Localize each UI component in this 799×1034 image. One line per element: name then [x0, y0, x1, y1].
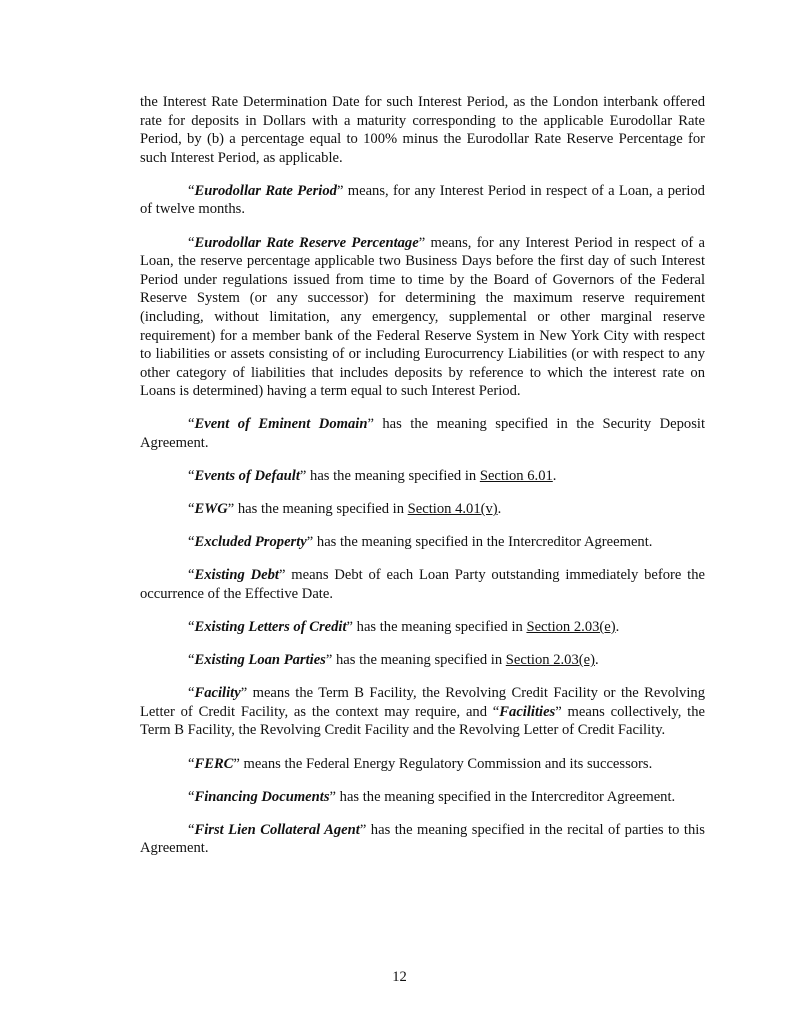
- definition-text: means Debt of each Loan Party outstanding immediately before the occurrence of the Effective Date.: [140, 567, 705, 602]
- continuation-paragraph: the Interest Rate Determination Date for such Interest Period, as the London interbank offered rate for deposits in Dollars with a maturity corresponding to the applicable Eurodollar Rate Period, by (b) a percentage equal to 100% minus the Eurodollar Rate Reserve Percentage for such Interest Period, as applicable.: [140, 94, 705, 166]
- definition-ewg: “EWG” has the meaning specified in Section 4.01(v).: [188, 501, 502, 518]
- definition-text: has the meaning specified in: [353, 619, 527, 636]
- definition-text-secondary: ” means collectively, the Term B Facility, the Revolving Credit Facility and the Revolving Letter of Credit Facility.: [140, 703, 705, 739]
- defined-term: Financing Documents: [194, 788, 330, 805]
- defined-term: First Lien Collateral Agent: [194, 821, 360, 838]
- section-reference-link[interactable]: Section 6.01: [479, 468, 553, 485]
- punctuation: .: [615, 619, 620, 636]
- definition-excluded-property: “Excluded Property” has the meaning specified in the Intercreditor Agreement.: [188, 534, 653, 551]
- defined-term-secondary: Facilities: [499, 703, 556, 720]
- definition-first-lien-collateral-agent: “First Lien Collateral Agent” has the meaning specified in the recital of parties to this Agreement.: [140, 821, 705, 857]
- defined-term: Eurodollar Rate Period: [194, 182, 337, 199]
- section-reference-link[interactable]: Section 2.03(e): [505, 652, 595, 669]
- definition-eurodollar-rate-period: “Eurodollar Rate Period” means, for any Interest Period in respect of a Loan, a period of twelve months.: [140, 182, 705, 218]
- defined-term: Facility: [194, 685, 241, 702]
- defined-term: Existing Debt: [194, 567, 279, 584]
- section-reference-link[interactable]: Section 4.01(v): [407, 501, 498, 518]
- definition-event-of-eminent-domain: “Event of Eminent Domain” has the meaning specified in the Security Deposit Agreement.: [140, 416, 705, 451]
- definition-financing-documents: “Financing Documents” has the meaning specified in the Intercreditor Agreement.: [188, 788, 676, 805]
- punctuation: .: [497, 501, 502, 518]
- definition-text: has the meaning specified in the Security Deposit Agreement.: [140, 416, 705, 451]
- definition-text: has the meaning specified in the recital of parties to this Agreement.: [140, 821, 705, 857]
- defined-term: FERC: [194, 755, 234, 772]
- definition-existing-debt: “Existing Debt” means Debt of each Loan Party outstanding immediately before the occurrence of the Effective Date.: [140, 567, 705, 602]
- definition-text: has the meaning specified in: [234, 501, 408, 518]
- definition-text: means, for any Interest Period in respect of a Loan, a period of twelve months.: [140, 182, 705, 218]
- definition-text: has the meaning specified in the Intercreditor Agreement.: [336, 788, 676, 805]
- defined-term: Excluded Property: [194, 534, 307, 551]
- definition-text: has the meaning specified in the Intercreditor Agreement.: [313, 534, 653, 551]
- definition-text: means the Term B Facility, the Revolving Credit Facility or the Revolving Letter of Credit Facility, as the context may require, and “: [140, 685, 705, 720]
- document-page: [140, 93, 705, 872]
- definition-text: has the meaning specified in: [332, 652, 506, 669]
- definition-eurodollar-rate-reserve-percentage: “Eurodollar Rate Reserve Percentage” means, for any Interest Period in respect of a Loan, the reserve percentage applicable two Business Days before the first day of such Interest Period under regulations issued from time to time by the Board of Governors of the Federal Reserve System (or any successor) for determining the maximum reserve requirement (including, without limitation, any emergency, supplemental or other marginal reserve requirement) for a member bank of the Federal Reserve System in New York City with respect to liabilities or assets consisting of or including Eurocurrency Liabilities (or with respect to any other category of liabilities that includes deposits by reference to which the interest rate on Loans is determined) having a term equal to such Interest Period.: [140, 234, 705, 400]
- definition-existing-loan-parties: “Existing Loan Parties” has the meaning specified in Section 2.03(e).: [188, 652, 599, 669]
- definition-facility: “Facility” means the Term B Facility, the Revolving Credit Facility or the Revolving Letter of Credit Facility, as the context may require, and “Facilities” means collectively, the Term B Facility, the Revolving Credit Facility and the Revolving Letter of Credit Facility.: [140, 685, 705, 739]
- definition-text: means, for any Interest Period in respect of a Loan, the reserve percentage applicable two Business Days before the first day of such Interest Period under regulations issued from time to time by the Board of Governors of the Federal Reserve System (or any successor) for determining the maximum reserve requirement (including, without limitation, any emergency, supplemental or other marginal reserve requirement) for a member bank of the Federal Reserve System in New York City with respect to liabilities or assets consisting of or including Eurocurrency Liabilities (or with respect to any other category of liabilities that includes deposits by reference to which the interest rate on Loans is determined) having a term equal to such Interest Period.: [140, 234, 705, 400]
- page-number: 12: [392, 969, 407, 985]
- definition-existing-letters-of-credit: “Existing Letters of Credit” has the meaning specified in Section 2.03(e).: [188, 619, 620, 636]
- definition-ferc: “FERC” means the Federal Energy Regulatory Commission and its successors.: [188, 755, 653, 772]
- definition-events-of-default: “Events of Default” has the meaning specified in Section 6.01.: [188, 468, 557, 485]
- definition-text: has the meaning specified in: [306, 468, 480, 485]
- defined-term: Eurodollar Rate Reserve Percentage: [194, 234, 419, 251]
- defined-term: Event of Eminent Domain: [194, 416, 368, 433]
- defined-term: Existing Loan Parties: [194, 652, 326, 669]
- section-reference-link[interactable]: Section 2.03(e): [526, 619, 616, 636]
- punctuation: .: [552, 468, 557, 485]
- punctuation: .: [594, 652, 599, 669]
- definition-text: means the Federal Energy Regulatory Commission and its successors.: [239, 755, 653, 772]
- defined-term: Existing Letters of Credit: [194, 619, 347, 636]
- defined-term: Events of Default: [194, 468, 300, 485]
- defined-term: EWG: [194, 501, 228, 518]
